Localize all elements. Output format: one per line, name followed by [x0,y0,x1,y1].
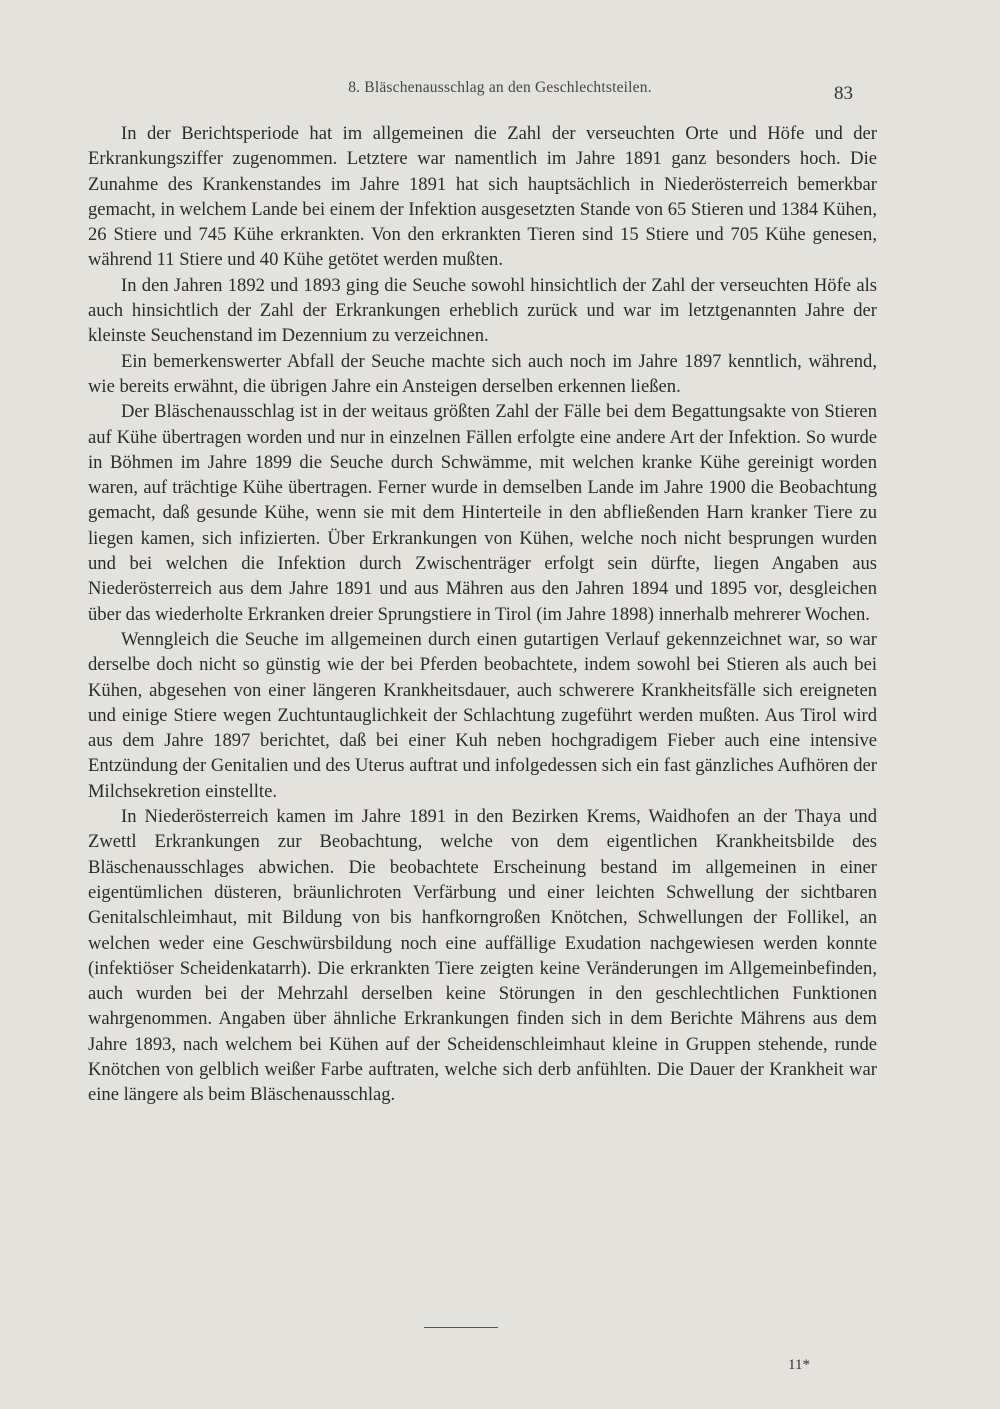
running-header: 8. Bläschenausschlag an den Geschlechtsteilen. [348,79,652,96]
paragraph: Ein bemerkenswerter Abfall der Seuche machte sich auch noch im Jahre 1897 kenntlich, während, wie bereits erwähnt, die übrigen Jahre ein Ansteigen derselben erkennen ließen. [88,350,877,397]
page-number: 83 [834,83,853,104]
signature-mark: 11* [788,1357,810,1373]
body-text [88,121,877,1108]
paragraph: In Niederösterreich kamen im Jahre 1891 in den Bezirken Krems, Waidhofen an der Thaya und Zwettl Erkrankungen zur Beobachtung, welche von dem eigentlichen Krankheitsbilde des Bläschenausschlages abwichen. Die beobachtete Erscheinung bestand im allgemeinen in einer eigentümlichen düsteren, bräunlichroten Verfärbung und einer leichten Schwellung der sichtbaren Genitalschleimhaut, mit Bildung von bis hanfkorngroßen Knötchen, Schwellungen der Follikel, an welchen weder eine Geschwürsbildung noch eine auffällige Exudation nachgewiesen werden konnte (infektiöser Scheidenkatarrh). Die erkrankten Tiere zeigten keine Veränderungen im Allgemeinbefinden, auch wurden bei der Mehrzahl derselben keine Störungen in den geschlechtlichen Funktionen wahrgenommen. Angaben über ähnliche Erkrankungen finden sich in dem Berichte Mährens aus dem Jahre 1893, nach welchem bei Kühen auf der Scheidenschleimhaut kleine in Gruppen stehende, runde Knötchen von gelblich weißer Farbe auftraten, welche sich derb anfühlten. Die Dauer der Krankheit war eine längere als beim Bläschenausschlag. [88,806,877,1106]
paragraph: Wenngleich die Seuche im allgemeinen durch einen gutartigen Verlauf gekennzeichnet war, so war derselbe doch nicht so günstig wie der bei Pferden beobachtete, indem sowohl bei Stieren als auch bei Kühen, abgesehen von einer längeren Krankheitsdauer, auch schwerere Krankheitsfälle sich ereigneten und einige Stiere wegen Zuchtuntauglichkeit der Schlachtung zugeführt werden mußten. Aus Tirol wird aus dem Jahre 1897 berichtet, daß bei einer Kuh neben hochgradigem Fieber auch eine intensive Entzündung der Genitalien und des Uterus auftrat und infolgedessen sich ein fast gänzliches Aufhören der Milchsekretion einstellte. [88,628,877,802]
paragraph: In den Jahren 1892 und 1893 ging die Seuche sowohl hinsichtlich der Zahl der verseuchten Höfe als auch hinsichtlich der Zahl der Erkrankungen erheblich zurück und war im letztgenannten Jahre der kleinste Seuchenstand im Dezennium zu verzeichnen. [88,274,877,347]
paragraph: Der Bläschenausschlag ist in der weitaus größten Zahl der Fälle bei dem Begattungsakte von Stieren auf Kühe übertragen worden und nur in einzelnen Fällen erfolgte eine andere Art der Infektion. So wurde in Böhmen im Jahre 1899 die Seuche durch Schwämme, mit welchen kranke Kühe gereinigt worden waren, auf trächtige Kühe übertragen. Ferner wurde in demselben Lande im Jahre 1900 die Beobachtung gemacht, daß gesunde Kühe, wenn sie mit dem Hinterteile in den abfließenden Harn kranker Tiere zu liegen kamen, sich infizierten. Über Erkrankungen von Kühen, welche noch nicht besprungen wurden und bei welchen die Infektion durch Zwischenträger erfolgt sein dürfte, liegen Angaben aus Niederösterreich aus dem Jahre 1891 und aus Mähren aus den Jahren 1894 und 1895 vor, desgleichen über das wiederholte Erkranken dreier Sprungstiere in Tirol (im Jahre 1898) innerhalb mehrerer Wochen. [88,401,877,625]
paragraph: In der Berichtsperiode hat im allgemeinen die Zahl der verseuchten Orte und Höfe und der Erkrankungsziffer zugenommen. Letztere war namentlich im Jahre 1891 ganz besonders hoch. Die Zunahme des Krankenstandes im Jahre 1891 hat sich hauptsächlich in Niederösterreich bemerkbar gemacht, in welchem Lande bei einem der Infektion ausgesetzten Stande von 65 Stieren und 1384 Kühen, 26 Stiere und 745 Kühe erkrankten. Von den erkrankten Tieren sind 15 Stiere und 705 Kühe genesen, während 11 Stiere und 40 Kühe getötet werden mußten. [88,123,877,271]
end-rule [424,1327,498,1328]
